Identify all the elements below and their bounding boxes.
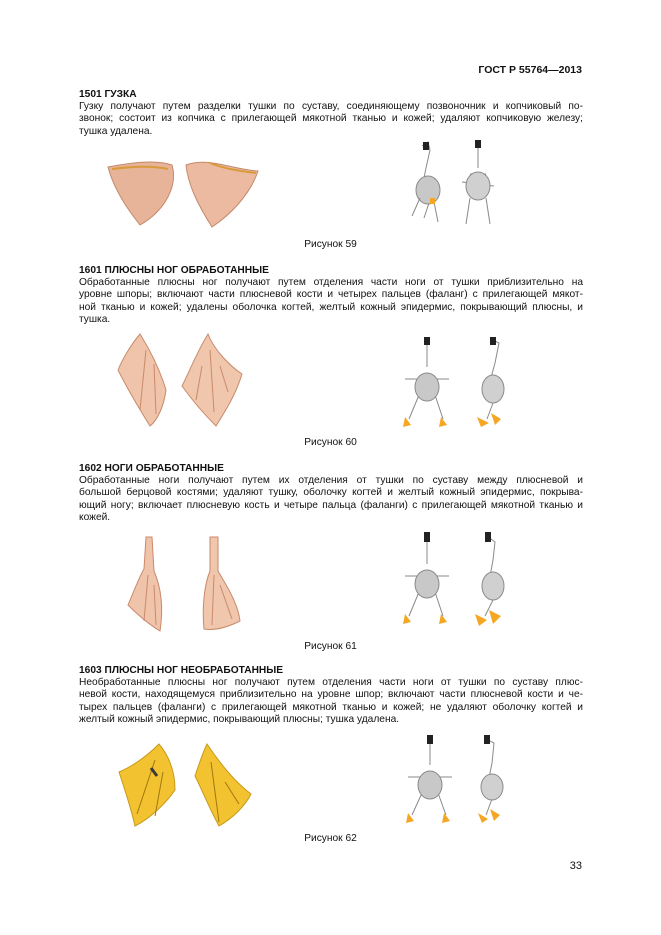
text-line: тушка. [79, 313, 111, 325]
figure-caption-59: Рисунок 59 [304, 239, 357, 250]
bird-skeleton-front [408, 741, 452, 815]
bird-skeleton-front [405, 341, 449, 419]
text-line: тушка удалена. [79, 125, 153, 137]
section-text-1501 [79, 101, 583, 138]
head-mark [424, 337, 430, 345]
bird-skeleton-side [481, 739, 503, 815]
figure-60-skeleton-diagram [395, 333, 520, 431]
text-line: кожей. [79, 511, 111, 523]
head-mark [475, 140, 481, 148]
section-title-1601: 1601 ПЛЮСНЫ НОГ ОБРАБОТАННЫЕ [79, 265, 269, 276]
tail-piece-left [108, 162, 174, 225]
figure-61-processed-legs [120, 535, 250, 635]
text-line: Необработанные плюсны ног получают путем отделения части ноги от тушки по суставу плюс- [79, 677, 583, 688]
text-line: большой берцовой костями; удаляют тушку, оболочку когтей и желтый кожный эпидермис, покрыва- [79, 487, 583, 499]
text-line: ной тканью и кожей; удалены оболочка когтей, желтый кожный эпидермис, покрывающий плюсны, и [79, 301, 583, 313]
bird-skeleton-front [405, 538, 449, 616]
highlight-feet [477, 413, 501, 427]
foot-left [118, 334, 166, 426]
figure-59-tail-pieces [100, 155, 270, 230]
leg-right [203, 537, 240, 630]
bird-skeleton-side [412, 142, 440, 222]
text-line: Обработанные плюсны ног получают путем отделения части ноги от тушки приблизительно на [79, 277, 583, 288]
section-text-1602 [79, 475, 583, 524]
highlight-legs [475, 610, 501, 626]
head-mark [427, 735, 433, 744]
figure-61-skeleton-diagram [395, 530, 520, 630]
section-text-1601 [79, 277, 583, 326]
highlight-tail [430, 198, 435, 204]
head-mark [485, 532, 491, 542]
section-text-1603 [79, 677, 583, 726]
text-line: невой кости, находящемуся приблизительно на уровне шпор; включают части плюсневой кости и че- [79, 689, 583, 701]
figure-62-skeleton-diagram [400, 733, 520, 825]
document-standard-header: ГОСТ Р 55764—2013 [478, 64, 582, 76]
section-title-1602: 1602 НОГИ ОБРАБОТАННЫЕ [79, 463, 224, 474]
figure-caption-61: Рисунок 61 [304, 641, 357, 652]
bird-skeleton-front [462, 142, 494, 224]
head-mark [424, 532, 430, 542]
figure-caption-60: Рисунок 60 [304, 437, 357, 448]
text-line: уровне шпоры; включают части плюсневой кости и четырех пальцев (фаланг) с прилегающей мякот- [79, 289, 583, 301]
text-line: звонок; состоит из копчика с прилегающей мякотной тканью и кожей; удаляют копчиковую железу; [79, 113, 583, 125]
figure-62-unprocessed-feet [115, 742, 255, 827]
section-title-1603: 1603 ПЛЮСНЫ НОГ НЕОБРАБОТАННЫЕ [79, 665, 284, 676]
text-line: Обработанные ноги получают путем их отделения от тушки по суставу между плюсневой и [79, 475, 583, 486]
text-line: ющий ногу; включает плюсневую кость и четыре пальца (фаланги) с прилегающей мякотной тканью и [79, 499, 583, 511]
figure-59-skeleton-diagram [400, 138, 510, 234]
head-mark [490, 337, 496, 345]
page-number: 33 [569, 860, 582, 872]
text-line: тырех пальцев (фаланги) с прилегающей мякотной тканью и кожей; не удаляют оболочку когтей и [79, 701, 583, 713]
figure-60-processed-feet [110, 330, 250, 430]
text-line: желтый кожный эпидермис, покрывающий плюсны; тушка удалена. [79, 713, 400, 725]
bird-skeleton-side [482, 536, 504, 616]
head-mark [484, 735, 490, 744]
figure-caption-62: Рисунок 62 [304, 833, 357, 844]
yellow-foot-right [195, 744, 251, 826]
section-title-1501: 1501 ГУЗКА [79, 89, 137, 100]
bird-skeleton-side [482, 339, 504, 419]
text-line: Гузку получают путем разделки тушки по суставу, соединяющему позвоночник и копчиковый по- [79, 101, 583, 112]
head-mark [423, 142, 429, 150]
highlight-feet [478, 809, 500, 823]
